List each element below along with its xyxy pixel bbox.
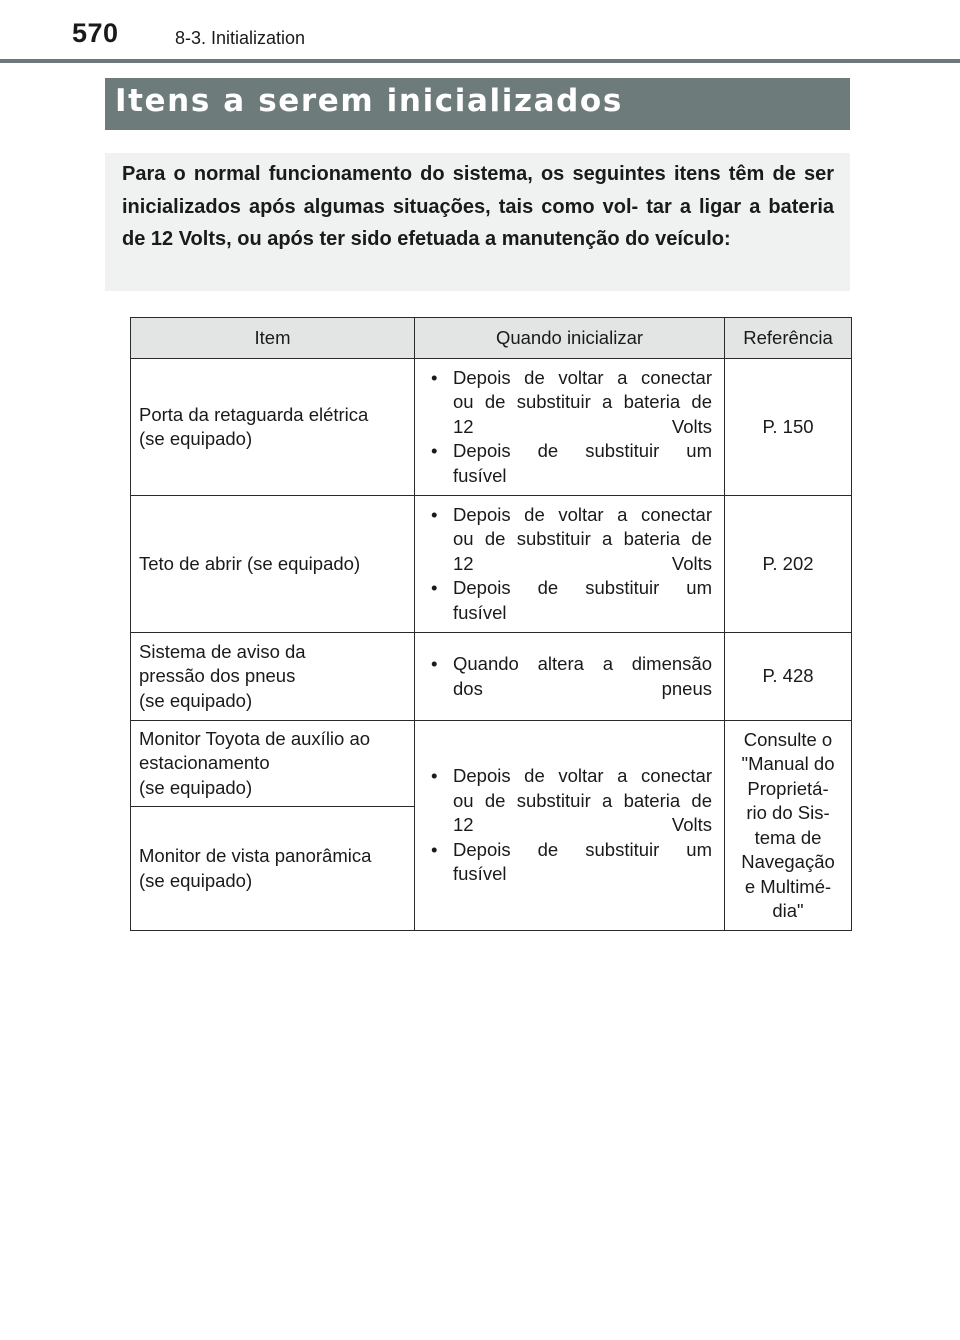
bullet-text-line: Depois de substituir um — [453, 577, 712, 599]
item-text-line: Monitor de vista panorâmica — [139, 845, 372, 866]
table-header-row — [131, 318, 852, 359]
bullet-icon: • — [431, 577, 438, 599]
bullet-item — [427, 764, 712, 838]
column-header-item: Item — [131, 318, 415, 359]
reference-text-line: dia" — [772, 900, 804, 921]
bullet-item — [427, 439, 712, 488]
bullet-text-line: fusível — [453, 863, 507, 885]
bullet-text-line: fusível — [453, 601, 507, 623]
bullet-text-line: ou de substituir a bateria de — [453, 391, 712, 413]
reference-text-line: Proprietá- — [747, 777, 829, 799]
when-cell — [415, 633, 725, 721]
item-text-line: (se equipado) — [139, 689, 253, 711]
bullet-item — [427, 652, 712, 701]
reference-text-line: Navegação — [741, 851, 835, 872]
bullet-icon: • — [431, 765, 438, 787]
bullet-item — [427, 576, 712, 625]
reference-text-line: tema de — [754, 826, 822, 848]
column-header-reference: Referência — [725, 318, 852, 359]
bullet-text-line: Depois de voltar a conectar — [453, 503, 712, 525]
bullet-text-line: Depois de voltar a conectar — [453, 366, 712, 388]
item-text-line: Porta da retaguarda elétrica — [139, 403, 369, 425]
item-text-line: (se equipado) — [139, 869, 253, 891]
bullet-list — [427, 366, 712, 489]
bullet-item — [427, 503, 712, 577]
bullet-text-line: 12 Volts — [453, 415, 712, 437]
item-text-line: Teto de abrir (se equipado) — [139, 552, 361, 574]
bullet-text-line: fusível — [453, 464, 507, 486]
bullet-text-line: Depois de voltar a conectar — [453, 765, 712, 787]
item-cell — [131, 807, 415, 931]
reference-text-line: rio do Sis- — [746, 802, 830, 823]
item-text-line: Monitor Toyota de auxílio ao — [139, 727, 371, 749]
item-text-line: (se equipado) — [139, 428, 253, 449]
bullet-text-line: ou de substituir a bateria de — [453, 789, 712, 811]
item-text-line: Sistema de aviso da — [139, 640, 306, 662]
when-cell — [415, 496, 725, 633]
reference-text-line: P. 428 — [762, 665, 814, 687]
bullet-icon: • — [431, 653, 438, 674]
reference-cell — [725, 496, 852, 633]
title-banner — [105, 78, 850, 130]
bullet-list — [427, 652, 712, 701]
item-cell — [131, 496, 415, 633]
item-cell — [131, 633, 415, 721]
bullet-text-line: 12 Volts — [453, 814, 712, 836]
reference-text-line: e Multimé- — [744, 875, 832, 897]
bullet-text-line: Depois de substituir um — [453, 838, 712, 860]
reference-text-line: P. 150 — [762, 415, 814, 437]
header-rule — [0, 59, 960, 63]
table-body — [131, 359, 852, 931]
bullet-list — [427, 764, 712, 887]
reference-text-line: P. 202 — [762, 552, 814, 574]
bullet-text-line: dos pneus — [453, 677, 712, 699]
when-cell — [415, 721, 725, 931]
bullet-icon: • — [431, 503, 438, 525]
bullet-text-line: ou de substituir a bateria de — [453, 528, 712, 550]
bullet-text-line: Quando altera a dimensão — [453, 653, 712, 674]
table-row — [131, 496, 852, 633]
when-cell — [415, 359, 725, 496]
intro-paragraph: Para o normal funcionamento do sistema, os seguintes itens têm de ser inicializados após algumas situações, tais como vol- tar a ligar a bateria de 12 Volts, ou após ter sido efetuada a manutenção do veículo: — [122, 163, 834, 250]
table-row — [131, 633, 852, 721]
bullet-item — [427, 366, 712, 440]
intro-box — [105, 153, 850, 291]
reference-text-line: "Manual do — [741, 753, 835, 774]
reference-cell — [725, 721, 852, 931]
bullet-text-line: 12 Volts — [453, 552, 712, 574]
item-cell — [131, 721, 415, 807]
table-row — [131, 359, 852, 496]
bullet-icon: • — [431, 838, 438, 860]
bullet-list — [427, 503, 712, 626]
item-text-line: estacionamento — [139, 752, 270, 774]
initialization-table — [130, 317, 852, 931]
page-number: 570 — [72, 18, 119, 48]
item-text-line: pressão dos pneus — [139, 665, 296, 687]
table-row — [131, 721, 852, 807]
item-cell — [131, 359, 415, 496]
page-header — [0, 0, 960, 66]
item-text-line: (se equipado) — [139, 776, 253, 798]
bullet-text-line: Depois de substituir um — [453, 440, 712, 462]
reference-text-line: Consulte o — [743, 728, 833, 750]
column-header-when: Quando inicializar — [415, 318, 725, 359]
reference-cell — [725, 633, 852, 721]
reference-cell — [725, 359, 852, 496]
page-title: Itens a serem inicializados — [115, 83, 623, 119]
bullet-item — [427, 838, 712, 887]
bullet-icon: • — [431, 366, 438, 388]
bullet-icon: • — [431, 440, 438, 462]
section-label: 8-3. Initialization — [175, 28, 306, 48]
